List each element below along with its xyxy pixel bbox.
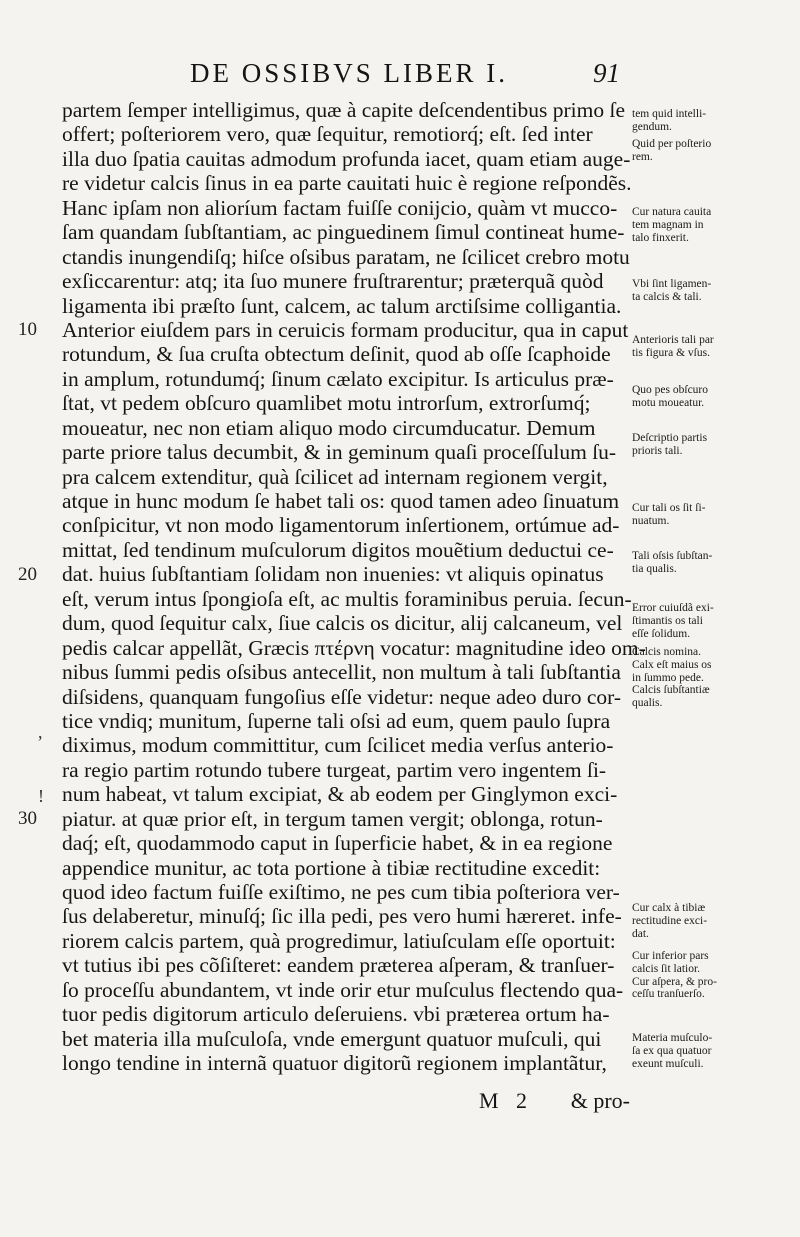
line-number-20: 20 [18, 564, 37, 585]
text-line: exſiccarentur: atq; ita ſuo munere fruſtrarentur; præterquã quòd [62, 269, 604, 294]
text-line: ctandis inungendiſq; hiſce oſsibus paratam, ne ſcilicet crebro motu [62, 244, 630, 269]
margin-note: Calcis nomina. Calx eſt maius os in ſummo pede. Calcis ſubſtantiæ qualis. [632, 646, 712, 710]
margin-note: Quid per poſterio rem. [632, 138, 712, 163]
text-line: bet materia illa muſculoſa, vnde emergunt quatuor muſculi, qui [62, 1026, 602, 1051]
margin-note: Tali oſsis ſubſtan- tia qualis. [632, 550, 713, 575]
text-line: Anterior eiuſdem pars in ceruicis formam producitur, qua in caput [62, 317, 629, 342]
main-text-block [62, 98, 646, 1076]
text-line: piatur. at quæ prior eſt, in tergum tamen vergit; oblonga, rotun- [62, 806, 603, 831]
text-line: re videtur calcis ſinus in ea parte cauitati huic è regione reſpondẽs. [62, 171, 632, 196]
margin-note: Anterioris tali par tis figura & vſus. [632, 334, 714, 359]
line-number-10: 10 [18, 319, 37, 340]
text-line: tice vndiq; munitum, ſuperne tali oſsi ad eum, quem paulo ſupra [62, 708, 611, 733]
margin-note: tem quid intelli- gendum. [632, 108, 707, 133]
running-title: DE OSSIBVS LIBER I. [190, 58, 509, 88]
text-line: illa duo ſpatia cauitas admodum profunda iacet, quam etiam auge- [62, 146, 631, 171]
text-line: parte priore talus decumbit, & in geminum quaſi proceſſulum ſu- [62, 440, 617, 465]
page-footer [62, 1088, 630, 1118]
text-line: daq́; eſt, quodammodo caput in ſuperficie habet, & in ea regione [62, 831, 613, 856]
text-line: ſam quandam ſubſtantiam, ac pinguedinem ſimul contineat hume- [62, 220, 625, 245]
text-line: moueatur, nec non etiam aliquo modo circumducatur. Demum [62, 415, 596, 440]
show-through-text [140, 60, 149, 90]
margin-note: Error cuiuſdã exi- ſtimantis os tali eſſe ſolidum. [632, 602, 714, 640]
text-line: vt tutius ibi pes cõſiſteret: eandem præterea aſperam, & tranſuer- [62, 953, 615, 978]
page-number: 91 [593, 58, 620, 88]
margin-note: Cur calx à tibiæ rectitudine exci- dat. [632, 902, 708, 940]
text-line: rotundum, & ſua cruſta obtectum deſinit, quod ab oſſe ſcaphoide [62, 342, 611, 367]
text-line: ligamenta ibi præſto ſunt, calcem, ac talum arctiſsime colligantia. [62, 293, 622, 318]
margin-note: Cur inferior pars calcis ſit latior. Cur aſpera, & pro- ceſſu tranſuerſo. [632, 950, 717, 1001]
text-line: tuor pedis digitorum articulo deſeruiens. vbi præterea ortum ha- [62, 1002, 610, 1027]
text-line: dum, quod ſequitur calx, ſiue calcis os dicitur, alij calcaneum, vel [62, 611, 623, 636]
text-line: atque in hunc modum ſe habet tali os: quod tamen adeo ſinuatum [62, 489, 620, 513]
gutter-mark: , [38, 722, 43, 742]
text-line: partem ſemper intelligimus, quæ à capite deſcendentibus primo ſe [62, 98, 626, 122]
text-line: in amplum, rotundumq́; ſinum cælato excipitur. Is articulus præ- [62, 366, 614, 391]
text-line: appendice munitur, ac tota portione à tibiæ rectitudine excedit: [62, 855, 601, 880]
text-line: quod ideo factum fuiſſe exiſtimo, ne pes cum tibia poſteriora ver- [62, 880, 620, 904]
catchword: & pro- [570, 1088, 630, 1113]
text-line: diſsidens, quanquam fungoſius eſſe videtur: neque adeo duro cor- [62, 684, 622, 709]
margin-note: Materia muſculo- ſa ex qua quatuor exeunt muſculi. [632, 1032, 713, 1070]
text-line: eſt, verum intus ſpongioſa eſt, ac multis foraminibus peruia. ſecun- [62, 586, 632, 611]
gutter-mark: ! [38, 786, 44, 806]
text-line: mittat, ſed tendinum muſculorum digitos mouẽtium deductui ce- [62, 537, 614, 562]
margin-note: Cur natura cauita tem magnam in talo finxerit. [632, 206, 712, 244]
line-number-30: 30 [18, 808, 37, 829]
text-line: offert; poſteriorem vero, quæ ſequitur, remotiorq́; eſt. ſed inter [62, 122, 593, 147]
text-line: pra calcem extenditur, quà ſcilicet ad internam regionem vergit, [62, 464, 608, 489]
margin-note: Vbi ſint ligamen- ta calcis & tali. [632, 278, 712, 303]
text-line: diximus, modum committitur, cum ſcilicet media verſus anterio- [62, 733, 614, 758]
text-line: dat. huius ſubſtantiam ſolidam non inuenies: vt aliquis opinatus [62, 562, 604, 587]
page-header [190, 58, 620, 92]
text-line: riorem calcis partem, quà progredimur, latiuſculam eſſe oportuit: [62, 928, 616, 953]
text-line: Hanc ipſam non alioríum factam fuiſſe conijcio, quàm vt mucco- [62, 195, 618, 220]
text-line: nibus ſummi pedis oſsibus antecellit, non multum à tali ſubſtantia [62, 660, 621, 685]
text-line: ſus delaberetur, minuſq́; ſic illa pedi, pes vero humi hæreret. infe- [62, 904, 622, 929]
text-line: pedis calcar appellãt, Græcis πτέρνη vocatur: magnitudine ideo om- [62, 635, 646, 660]
text-line: longo tendine in internã quatuor digitorũ regionem implantãtur, [62, 1051, 607, 1076]
text-line: conſpicitur, vt non modo ligamentorum inſertionem, ortúmue ad- [62, 513, 620, 538]
margin-note: Deſcriptio partis prioris tali. [632, 432, 708, 457]
text-line: num habeat, vt talum excipiat, & ab eodem per Ginglymon exci- [62, 782, 618, 807]
signature-mark: M 2 [479, 1088, 534, 1113]
margin-note: Cur tali os ſit ſi- nuatum. [632, 502, 706, 527]
text-line: ſtat, vt pedem obſcuro quamlibet motu introrſum, extrorſumq́; [62, 391, 591, 416]
text-line: ſo proceſſu abundantem, vt inde orir etur muſculus flectendo qua- [62, 977, 624, 1002]
text-line: ra regio partim rotundo tubere turgeat, partim vero ingentem ſi- [62, 757, 607, 782]
margin-note: Quo pes obſcuro motu moueatur. [632, 384, 709, 409]
